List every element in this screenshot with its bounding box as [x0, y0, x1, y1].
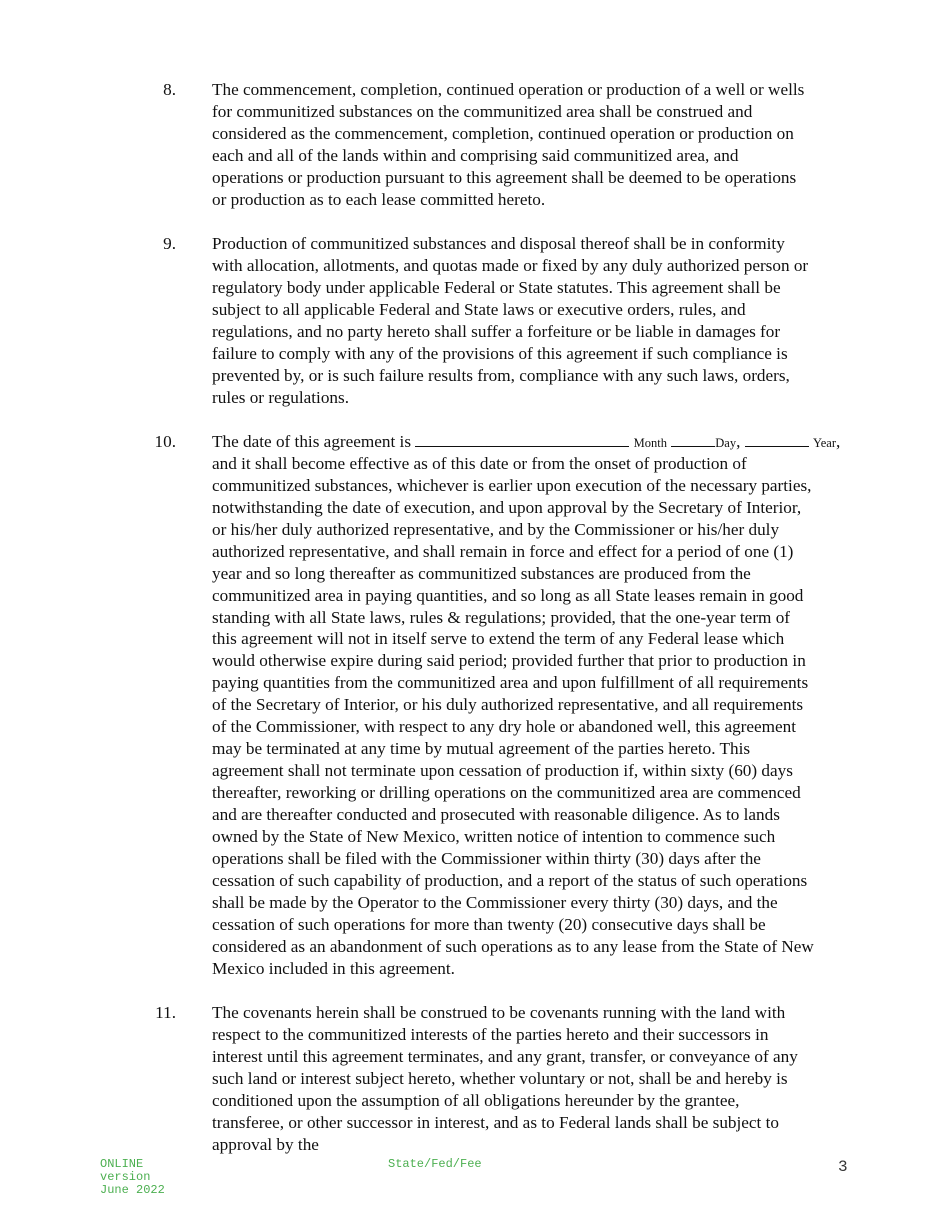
paragraph-text [212, 79, 872, 211]
text-line: Production of communitized substances and disposal thereof shall be in conformity [212, 234, 785, 253]
text-line: agreement shall not terminate upon cessation of production if, within sixty (60) days [212, 761, 793, 781]
paragraph-number: 11. [155, 1003, 176, 1022]
text-line: thereafter, reworking or drilling operations on the communitized area are commenced [212, 783, 801, 802]
text-line: each and all of the lands within and comprising said communitized area, and [212, 145, 739, 165]
paragraph-number: 8. [163, 80, 176, 99]
text-line: transferee, or other successor in interest, and as to Federal lands shall be subject to [212, 1112, 780, 1132]
text-line: considered as an abandonment of such operations as to any lease from the State of New [212, 936, 814, 956]
month-label: Month [633, 436, 667, 450]
page-number: 3 [838, 1158, 848, 1176]
text-line: approval by the [212, 1134, 319, 1154]
text-line: regulatory body under applicable Federal or State statutes. This agreement shall be [212, 277, 781, 297]
text-line: subject to all applicable Federal and State laws or executive orders, rules, and [212, 299, 746, 319]
paragraph-number: 10. [154, 432, 176, 451]
text-line: regulations, and no party hereto shall suffer a forfeiture or be liable in damages for [212, 321, 781, 341]
text-line: of the Secretary of Interior, or his duly authorized representative, and all requirements [212, 695, 804, 715]
text-line: shall be made by the Operator to the Commissioner every thirty (30) days, and the [212, 892, 778, 912]
text-line: failure to comply with any of the provisions of this agreement if such compliance is [212, 343, 788, 363]
footer-version [100, 1158, 165, 1197]
paragraph-text [212, 233, 872, 409]
text-line: The commencement, completion, continued operation or production of a well or wells [212, 80, 805, 99]
text-line: and are thereafter conducted and prosecuted with reasonable diligence. As to lands [212, 804, 780, 824]
text-line: or his/her duly authorized representative, and by the Commissioner or his/her duly [212, 519, 780, 539]
text-line: may be terminated at any time by mutual agreement of the parties hereto. This [212, 739, 751, 759]
text-line: authorized representative, and shall remain in force and effect for a period of one (1) [212, 541, 794, 561]
text-line: notwithstanding the date of execution, and upon approval by the Secretary of Interior, [212, 497, 802, 517]
footer-form-type: State/Fed/Fee [388, 1157, 482, 1171]
footer-version-line: version [100, 1170, 151, 1184]
year-blank[interactable] [745, 432, 809, 447]
day-label: Day [715, 436, 737, 450]
text-line: respect to the communitized interests of the parties hereto and their successors in [212, 1024, 769, 1044]
text-line: with allocation, allotments, and quotas made or fixed by any duly authorized person or [212, 255, 809, 275]
paragraph-text [212, 1002, 872, 1156]
text-line: communitized area in paying quantities, and so long as all State leases remain in good [212, 585, 804, 605]
day-blank[interactable] [671, 432, 715, 447]
text-line: cessation of such capability of production, and a report of the status of such operations [212, 870, 808, 890]
text-line: owned by the State of New Mexico, written notice of intention to commence such [212, 826, 776, 846]
text-line: rules or regulations. [212, 387, 349, 407]
text-line: The covenants herein shall be construed to be covenants running with the land with [212, 1003, 786, 1022]
text-line: year and so long thereafter as communitized substances are produced from the [212, 563, 751, 583]
paragraph-text [212, 431, 872, 979]
text-line: standing with all State laws, rules & regulations; provided, that the one-year term of [212, 607, 791, 627]
text-line: considered as the commencement, completion, continued operation or production on [212, 123, 794, 143]
text-line: conditioned upon the assumption of all obligations hereunder by the grantee, [212, 1090, 740, 1110]
text-line: for communitized substances on the communitized area shall be construed and [212, 101, 753, 121]
text-line: or production as to each lease committed hereto. [212, 189, 546, 209]
text-line: cessation of such operations for more than twenty (20) consecutive days shall be [212, 914, 766, 934]
date-line: The date of this agreement is Month Day, Year, [212, 432, 841, 451]
text-line: this agreement will not in itself serve to extend the term of any Federal lease which [212, 629, 785, 649]
text-line: communitized substances, whichever is earlier upon execution of the necessary parties, [212, 475, 812, 495]
text-line: paying quantities from the communitized area and upon fulfillment of all requirements [212, 673, 809, 693]
text-line: prevented by, or is such failure results from, compliance with any such laws, orders, [212, 365, 790, 385]
text-line: such land or interest subject hereto, whether voluntary or not, shall be and hereby is [212, 1068, 788, 1088]
month-blank[interactable] [415, 432, 629, 447]
text-line: and it shall become effective as of this date or from the onset of production of [212, 453, 747, 473]
text-line: Mexico included in this agreement. [212, 958, 455, 978]
text-line: operations or production pursuant to this agreement shall be deemed to be operations [212, 167, 797, 187]
text-line: operations shall be filed with the Commissioner within thirty (30) days after the [212, 848, 761, 868]
footer-version-line: ONLINE [100, 1157, 144, 1171]
footer-version-line: June 2022 [100, 1183, 165, 1197]
paragraph-number: 9. [163, 234, 176, 253]
text-line: would otherwise expire during said period; provided further that prior to production in [212, 651, 806, 671]
text-line: interest until this agreement terminates, and any grant, transfer, or conveyance of any [212, 1046, 798, 1066]
text-line: of the Commissioner, with respect to any dry hole or abandoned well, this agreement [212, 717, 797, 737]
date-lead-text: The date of this agreement is [212, 432, 412, 451]
year-label: Year [812, 436, 837, 450]
